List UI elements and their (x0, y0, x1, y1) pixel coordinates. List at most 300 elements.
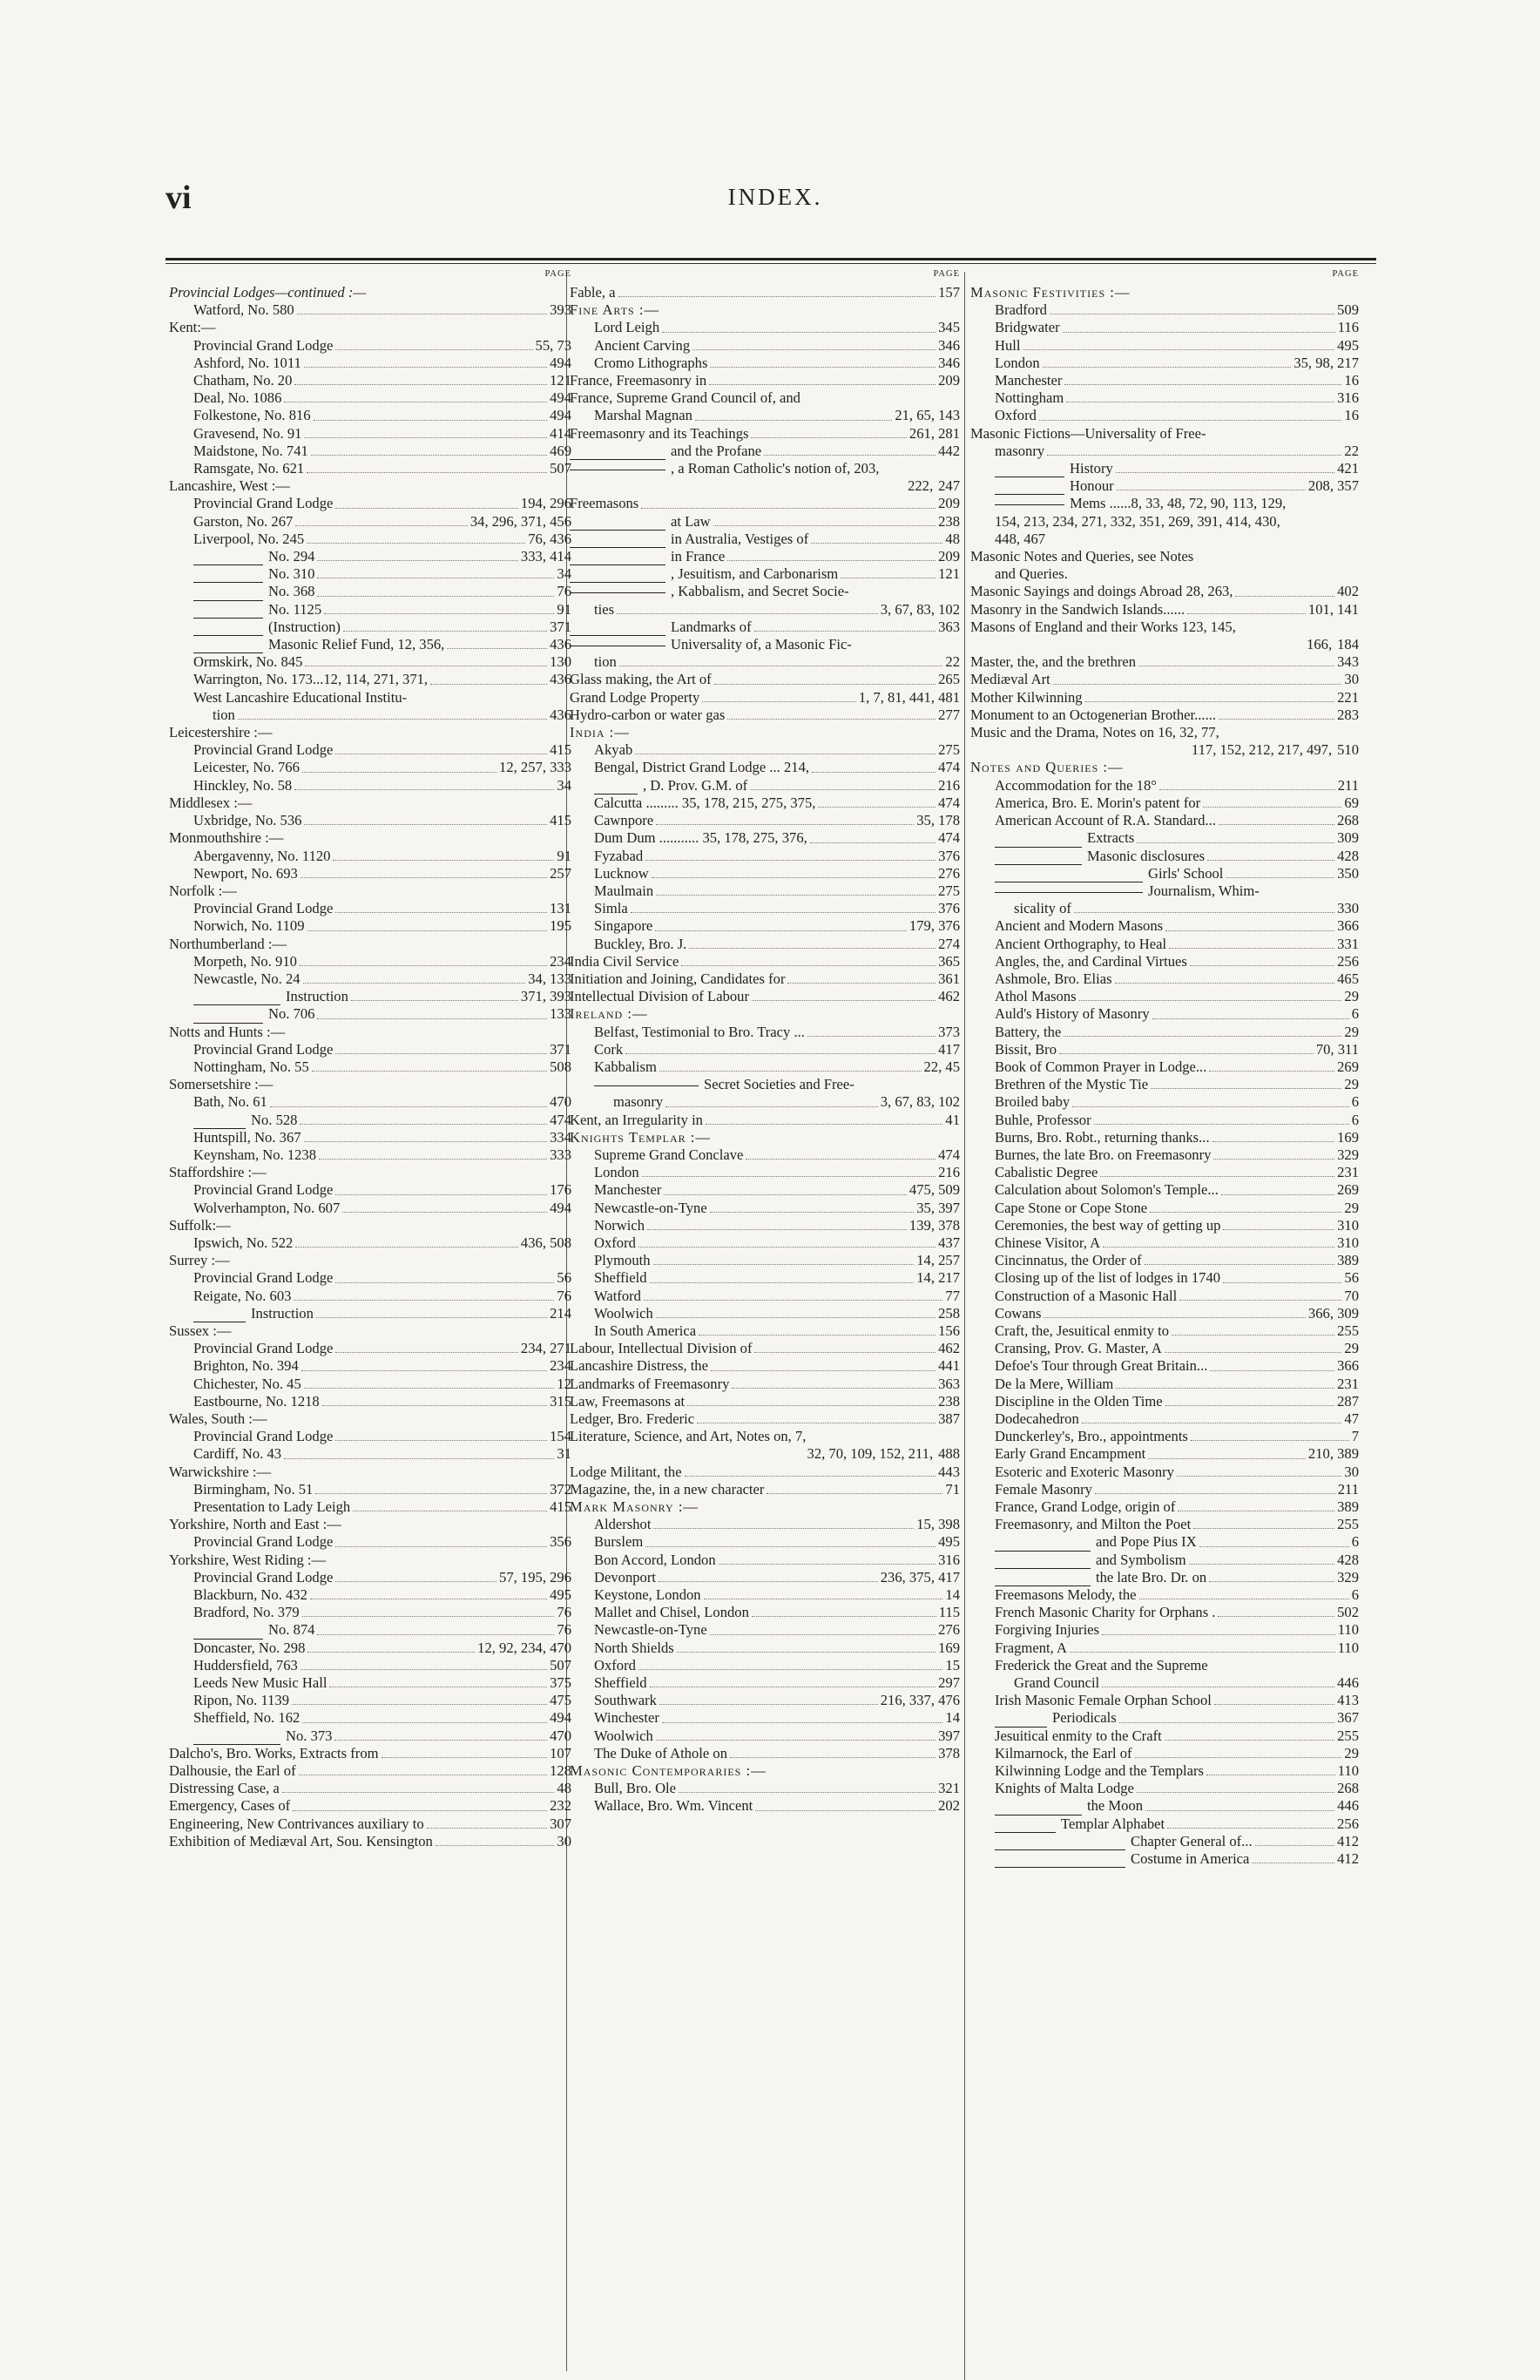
index-entry (169, 513, 571, 531)
dot-leader (754, 1352, 935, 1353)
entry-pages: 34, 133 (528, 970, 571, 987)
entry-pages: 373 (938, 1023, 960, 1040)
dot-leader (1137, 842, 1334, 843)
dot-leader (335, 1053, 547, 1054)
entry-pages: 417 (938, 1040, 960, 1058)
entry-pages: 210, 389 (1307, 1445, 1359, 1463)
index-entry (169, 460, 571, 477)
index-entry (169, 848, 571, 865)
entry-pages: 474 (938, 1146, 960, 1163)
dot-leader (644, 1300, 942, 1301)
entry-pages: 232 (550, 1797, 571, 1815)
entry-term: Brighton, No. 394 (193, 1357, 299, 1375)
entry-term: The Duke of Athole on (594, 1744, 727, 1761)
entry-pages: 330 (1337, 900, 1359, 917)
entry-pages: 462 (938, 1340, 960, 1357)
entry-term: Literature, Science, and Art, Notes on, 7, (570, 1428, 807, 1445)
entry-pages: 446 (1337, 1797, 1359, 1815)
dot-leader (1151, 1088, 1341, 1089)
entry-term: Law, Freemasons at (570, 1392, 686, 1410)
dot-leader (710, 1212, 915, 1213)
ditto-dash (995, 892, 1143, 893)
entry-pages: 16 (1344, 372, 1359, 389)
index-entry (570, 671, 960, 688)
entry-term: Woolwich (594, 1304, 653, 1322)
index-entry (570, 355, 960, 372)
entry-pages: 469 (550, 442, 571, 459)
index-entry (970, 1657, 1359, 1674)
entry-term: North Shields (594, 1639, 674, 1656)
entry-term: Kilmarnock, the Earl of (995, 1744, 1132, 1761)
dot-leader (322, 1405, 547, 1406)
index-entry (970, 1850, 1359, 1868)
entry-term: History (1070, 460, 1113, 477)
entry-pages: 346 (938, 336, 960, 354)
entry-term: Broiled baby (995, 1093, 1071, 1111)
entry-term: the late Bro. Dr. on (1096, 1568, 1207, 1586)
entry-pages: 389 (1337, 1252, 1359, 1269)
dot-leader (1102, 1634, 1335, 1635)
dot-leader (659, 1704, 878, 1705)
entry-pages: 494 (550, 1199, 571, 1216)
entry-term: Singapore (594, 917, 653, 935)
dot-leader (812, 772, 935, 773)
dot-leader (317, 1018, 547, 1019)
dot-leader (294, 789, 554, 790)
entry-term: Marshal Magnan (594, 407, 692, 424)
dot-leader (709, 384, 935, 385)
dot-leader (317, 560, 517, 561)
entry-pages: 475, 509 (908, 1181, 960, 1199)
index-entry (970, 671, 1359, 688)
entry-term: Fine Arts :— (570, 301, 660, 319)
entry-pages: 375 (550, 1674, 571, 1692)
index-entry (169, 319, 571, 336)
dot-leader (343, 631, 547, 632)
entry-pages: 256 (1337, 952, 1359, 970)
entry-term: London (594, 1164, 639, 1181)
index-entry (570, 1058, 960, 1076)
index-entry (570, 1093, 960, 1111)
entry-term: Surrey :— (169, 1252, 230, 1269)
index-entry (169, 689, 571, 707)
dot-leader (1187, 613, 1306, 614)
entry-term: Oxford (594, 1656, 636, 1673)
index-column-2 (570, 267, 960, 1815)
entry-pages: 14, 257 (916, 1252, 960, 1269)
dot-leader (655, 930, 907, 931)
entry-term: Yorkshire, North and East :— (169, 1516, 341, 1533)
dot-leader (677, 1652, 935, 1653)
ditto-dash (570, 530, 665, 531)
entry-pages: 321 (938, 1780, 960, 1797)
entry-term: Bath, No. 61 (193, 1093, 267, 1111)
entry-pages: 397 (938, 1727, 960, 1744)
index-entry (169, 1692, 571, 1709)
entry-term: and Symbolism (1096, 1551, 1186, 1568)
entry-pages: 12 (557, 1375, 571, 1392)
entry-term: Sheffield (594, 1269, 647, 1287)
index-entry (169, 1305, 571, 1322)
entry-pages: 77 (945, 1287, 960, 1304)
index-entry (169, 1674, 571, 1692)
dot-leader (1169, 948, 1334, 949)
index-entry (169, 425, 571, 443)
dot-leader (300, 1124, 547, 1125)
entry-term: Ceremonies, the best way of getting up (995, 1216, 1221, 1234)
dot-leader (1085, 701, 1335, 702)
entry-pages: 436, 508 (520, 1234, 571, 1251)
ditto-dash (995, 864, 1082, 865)
entry-pages: 57, 195, 296 (499, 1568, 571, 1586)
index-entry (570, 759, 960, 776)
index-entry (970, 865, 1359, 882)
index-entry (169, 1745, 571, 1762)
dot-leader (1023, 349, 1335, 350)
entry-term: Ashford, No. 1011 (193, 354, 301, 371)
entry-pages: 363 (938, 1375, 960, 1392)
index-entry (570, 284, 960, 301)
entry-pages: 130 (550, 653, 571, 671)
entry-pages: 443 (938, 1463, 960, 1480)
entry-pages: 35, 397 (916, 1199, 960, 1216)
entry-term: 166, (1307, 636, 1333, 653)
dot-leader (1165, 1740, 1334, 1741)
entry-term: Newcastle-on-Tyne (594, 1621, 707, 1639)
index-entry (169, 1569, 571, 1586)
index-entry (169, 284, 571, 301)
entry-term: No. 874 (268, 1621, 315, 1639)
dot-leader (427, 1828, 547, 1829)
index-entry (570, 1112, 960, 1129)
entry-term: India :— (570, 724, 630, 741)
index-entry (169, 548, 571, 565)
entry-pages: 509 (1337, 301, 1359, 319)
entry-pages: 216, 337, 476 (880, 1692, 960, 1709)
entry-term: Wolverhampton, No. 607 (193, 1199, 341, 1216)
entry-pages: 412 (1337, 1832, 1359, 1849)
index-entries (570, 284, 960, 1815)
entry-term: Dalhousie, the Earl of (169, 1762, 296, 1780)
ditto-dash (995, 1867, 1125, 1868)
entry-pages: 14 (945, 1709, 960, 1727)
index-entry (570, 1357, 960, 1375)
entry-pages: 211 (1337, 776, 1359, 794)
index-entry (570, 848, 960, 865)
index-entry (169, 653, 571, 671)
entry-pages: 494 (550, 1709, 571, 1727)
entry-pages: 70, 311 (1315, 1040, 1359, 1058)
index-entry (169, 1164, 571, 1181)
entry-term: Distressing Case, a (169, 1780, 280, 1797)
dot-leader (727, 719, 935, 720)
index-entry (570, 689, 960, 707)
entry-pages: 29 (1344, 1340, 1359, 1357)
entry-term: in Australia, Vestiges of (671, 530, 809, 547)
entry-pages: 29 (1344, 1199, 1359, 1216)
dot-leader (311, 455, 547, 456)
entry-pages: 91 (557, 847, 571, 864)
entry-term: Yorkshire, West Riding :— (169, 1551, 327, 1568)
index-entry (570, 1410, 960, 1428)
entry-term: Ormskirk, No. 845 (193, 653, 303, 671)
entry-term: Watford, No. 580 (193, 301, 294, 319)
entry-term: Ireland :— (570, 1005, 648, 1023)
entry-pages: 41 (945, 1111, 960, 1128)
dot-leader (312, 1071, 547, 1072)
page-header (165, 179, 1385, 222)
index-entry (970, 1041, 1359, 1058)
entry-term: Freemasonry and its Teachings (570, 424, 749, 442)
dot-leader (656, 1317, 935, 1318)
index-entry (570, 1674, 960, 1692)
entry-term: Book of Common Prayer in Lodge... (995, 1058, 1207, 1075)
dot-leader (1235, 596, 1334, 597)
entry-pages: 257 (550, 864, 571, 882)
entry-pages: 412 (1337, 1850, 1359, 1868)
index-entry (970, 1322, 1359, 1340)
entry-pages: 436 (550, 671, 571, 688)
index-entry (970, 337, 1359, 355)
entry-pages: 495 (938, 1533, 960, 1551)
entry-term: Provincial Grand Lodge (193, 900, 334, 917)
index-entry (970, 1621, 1359, 1639)
entry-term: Buhle, Professor (995, 1111, 1091, 1128)
index-entry (970, 829, 1359, 847)
entry-term: Provincial Grand Lodge (193, 1533, 334, 1551)
entry-term: Belfast, Testimonial to Bro. Tracy ... (594, 1023, 805, 1040)
entry-term: Simla (594, 900, 628, 917)
index-entry (169, 1322, 571, 1340)
index-entry (570, 531, 960, 548)
entry-term: Bon Accord, London (594, 1551, 716, 1568)
index-entry (970, 1604, 1359, 1621)
entry-term: Honour (1070, 477, 1114, 495)
entry-pages: 428 (1337, 847, 1359, 864)
dot-leader (659, 1071, 922, 1072)
index-entry (970, 988, 1359, 1005)
entry-term: Engineering, New Contrivances auxiliary to (169, 1815, 424, 1832)
dot-leader (1219, 719, 1334, 720)
index-entry (970, 1552, 1359, 1569)
index-entry (570, 1164, 960, 1181)
index-entry (970, 794, 1359, 812)
entry-term: Buckley, Bro. J. (594, 935, 687, 952)
entry-pages: 15, 398 (916, 1516, 960, 1533)
entry-pages: 371, 393 (520, 988, 571, 1005)
index-entry (970, 936, 1359, 953)
entry-term: Kilwinning Lodge and the Templars (995, 1762, 1205, 1780)
entry-pages: 287 (1337, 1392, 1359, 1410)
index-entry (169, 1288, 571, 1305)
entry-pages: 268 (1337, 812, 1359, 829)
entry-pages: 31 (557, 1445, 571, 1463)
entry-pages: 29 (1344, 1076, 1359, 1093)
index-entry (970, 443, 1359, 460)
dot-leader (315, 1493, 547, 1494)
entry-pages: 216 (938, 776, 960, 794)
dot-leader (292, 1704, 547, 1705)
ditto-dash (193, 618, 263, 619)
entry-term: Exhibition of Mediæval Art, Sou. Kensington (169, 1832, 433, 1849)
entry-term: Cabalistic Degree (995, 1164, 1098, 1181)
index-entry (570, 513, 960, 531)
entry-term: Oxford (995, 407, 1037, 424)
entry-pages: 462 (938, 988, 960, 1005)
index-entry (169, 1200, 571, 1217)
dot-leader (335, 1581, 496, 1582)
entry-term: Keynsham, No. 1238 (193, 1146, 317, 1163)
dot-leader (1179, 1300, 1341, 1301)
index-entry (570, 1621, 960, 1639)
entry-pages: 12, 257, 333 (499, 759, 571, 776)
entry-term: Provincial Lodges—continued :— (169, 284, 367, 301)
entry-term: Notts and Hunts :— (169, 1023, 286, 1040)
index-entry (169, 1552, 571, 1569)
dot-leader (293, 1810, 547, 1811)
entry-pages: 465 (1337, 970, 1359, 987)
entry-pages: 470 (550, 1727, 571, 1744)
entry-term: Journalism, Whim- (1148, 882, 1260, 899)
dot-leader (304, 1388, 555, 1389)
entry-term: Watford (594, 1287, 641, 1304)
index-entry (169, 829, 571, 847)
entry-pages: 387 (938, 1410, 960, 1427)
dot-leader (307, 1652, 475, 1653)
entry-pages: 329 (1337, 1146, 1359, 1163)
entry-term: Ipswich, No. 522 (193, 1234, 294, 1251)
entry-pages: 6 (1351, 1533, 1359, 1551)
index-entry (970, 513, 1359, 531)
entry-pages: 371 (550, 1040, 571, 1058)
entry-term: , D. Prov. G.M. of (643, 776, 748, 794)
index-entry (970, 284, 1359, 301)
index-entry (970, 565, 1359, 583)
entry-term: Cape Stone or Cope Stone (995, 1199, 1148, 1216)
dot-leader (1214, 1704, 1334, 1705)
entry-pages: 494 (550, 354, 571, 371)
entry-term: Masonry in the Sandwich Islands...... (970, 600, 1185, 618)
entry-term: Uxbridge, No. 536 (193, 812, 302, 829)
entry-pages: 334 (550, 1128, 571, 1146)
index-entry (169, 443, 571, 460)
entry-pages: 283 (1337, 706, 1359, 723)
dot-leader (294, 384, 547, 385)
entry-term: Masons of England and their Works 123, 145, (970, 618, 1236, 635)
index-entry (169, 1093, 571, 1111)
entry-term: Intellectual Division of Labour (570, 988, 749, 1005)
entry-term: Maulmain (594, 882, 654, 899)
index-entry (970, 1709, 1359, 1727)
index-entry (570, 882, 960, 900)
index-entry (570, 1428, 960, 1445)
index-entry (169, 389, 571, 407)
entry-pages: 507 (550, 1656, 571, 1673)
index-entry (570, 1604, 960, 1621)
index-entry (169, 953, 571, 970)
dot-leader (436, 1845, 555, 1846)
index-entry (570, 1797, 960, 1815)
entry-term: Secret Societies and Free- (704, 1076, 854, 1093)
entry-term: No. 310 (268, 565, 315, 583)
entry-term: 222, (908, 477, 934, 495)
dot-leader (1074, 912, 1334, 913)
entry-term: Sheffield (594, 1674, 647, 1692)
entry-pages: 474 (550, 1111, 571, 1128)
entry-term: America, Bro. E. Morin's patent for (995, 794, 1201, 811)
entry-pages: 346 (938, 354, 960, 371)
entry-term: Cardiff, No. 43 (193, 1445, 282, 1463)
entry-term: Initiation and Joining, Candidates for (570, 970, 786, 987)
entry-term: Chatham, No. 20 (193, 372, 293, 389)
entry-pages: 365 (938, 952, 960, 970)
entry-pages: 22, 45 (923, 1058, 960, 1075)
index-entry (970, 1428, 1359, 1445)
dot-leader (811, 543, 942, 544)
dot-leader (1167, 1828, 1334, 1829)
entry-pages: 128 (550, 1762, 571, 1780)
dot-leader (713, 525, 936, 526)
dot-leader (787, 983, 935, 984)
index-entries (169, 284, 571, 1850)
entry-term: In South America (594, 1322, 697, 1339)
index-entry (570, 1498, 960, 1516)
entry-term: Mallet and Chisel, London (594, 1604, 749, 1621)
entry-term: Ashmole, Bro. Elias (995, 970, 1112, 987)
entry-term: Mother Kilwinning (970, 688, 1083, 706)
index-entry (169, 794, 571, 812)
dot-leader (647, 1229, 907, 1230)
entry-term: Cowans (995, 1304, 1042, 1322)
entry-term: Hull (995, 336, 1021, 354)
index-entry (169, 1640, 571, 1657)
index-entry (169, 917, 571, 935)
dot-leader (282, 1792, 555, 1793)
index-entry (169, 1076, 571, 1093)
entry-term: West Lancashire Educational Institu- (193, 688, 408, 706)
index-entry (570, 1657, 960, 1674)
entry-pages: 76 (557, 1604, 571, 1621)
dot-leader (314, 420, 548, 421)
entry-pages: 234, 271 (520, 1340, 571, 1357)
dot-leader (687, 1405, 935, 1406)
dot-leader (1072, 1106, 1349, 1107)
index-entry (169, 337, 571, 355)
index-entry (970, 1058, 1359, 1076)
index-entry (970, 900, 1359, 917)
dot-leader (334, 1740, 547, 1741)
index-entry (570, 1200, 960, 1217)
entry-term: Somersetshire :— (169, 1076, 274, 1093)
entry-pages: 316 (1337, 389, 1359, 407)
entry-term: Costume in America (1131, 1850, 1250, 1868)
dot-leader (1223, 1282, 1341, 1283)
entry-term: Angles, the, and Cardinal Virtues (995, 952, 1187, 970)
entry-term: India Civil Service (570, 952, 679, 970)
index-entry (970, 953, 1359, 970)
entry-term: masonry (613, 1093, 664, 1111)
entry-pages: 14, 217 (916, 1269, 960, 1287)
index-entry (169, 1657, 571, 1674)
page-column-label: PAGE (1332, 269, 1359, 279)
dot-leader (656, 895, 935, 896)
index-entry (570, 565, 960, 583)
index-entry (970, 653, 1359, 671)
entry-term: Ancient and Modern Masons (995, 917, 1164, 935)
index-entry (169, 1234, 571, 1252)
dot-leader (1209, 1071, 1334, 1072)
index-entry (169, 1129, 571, 1146)
